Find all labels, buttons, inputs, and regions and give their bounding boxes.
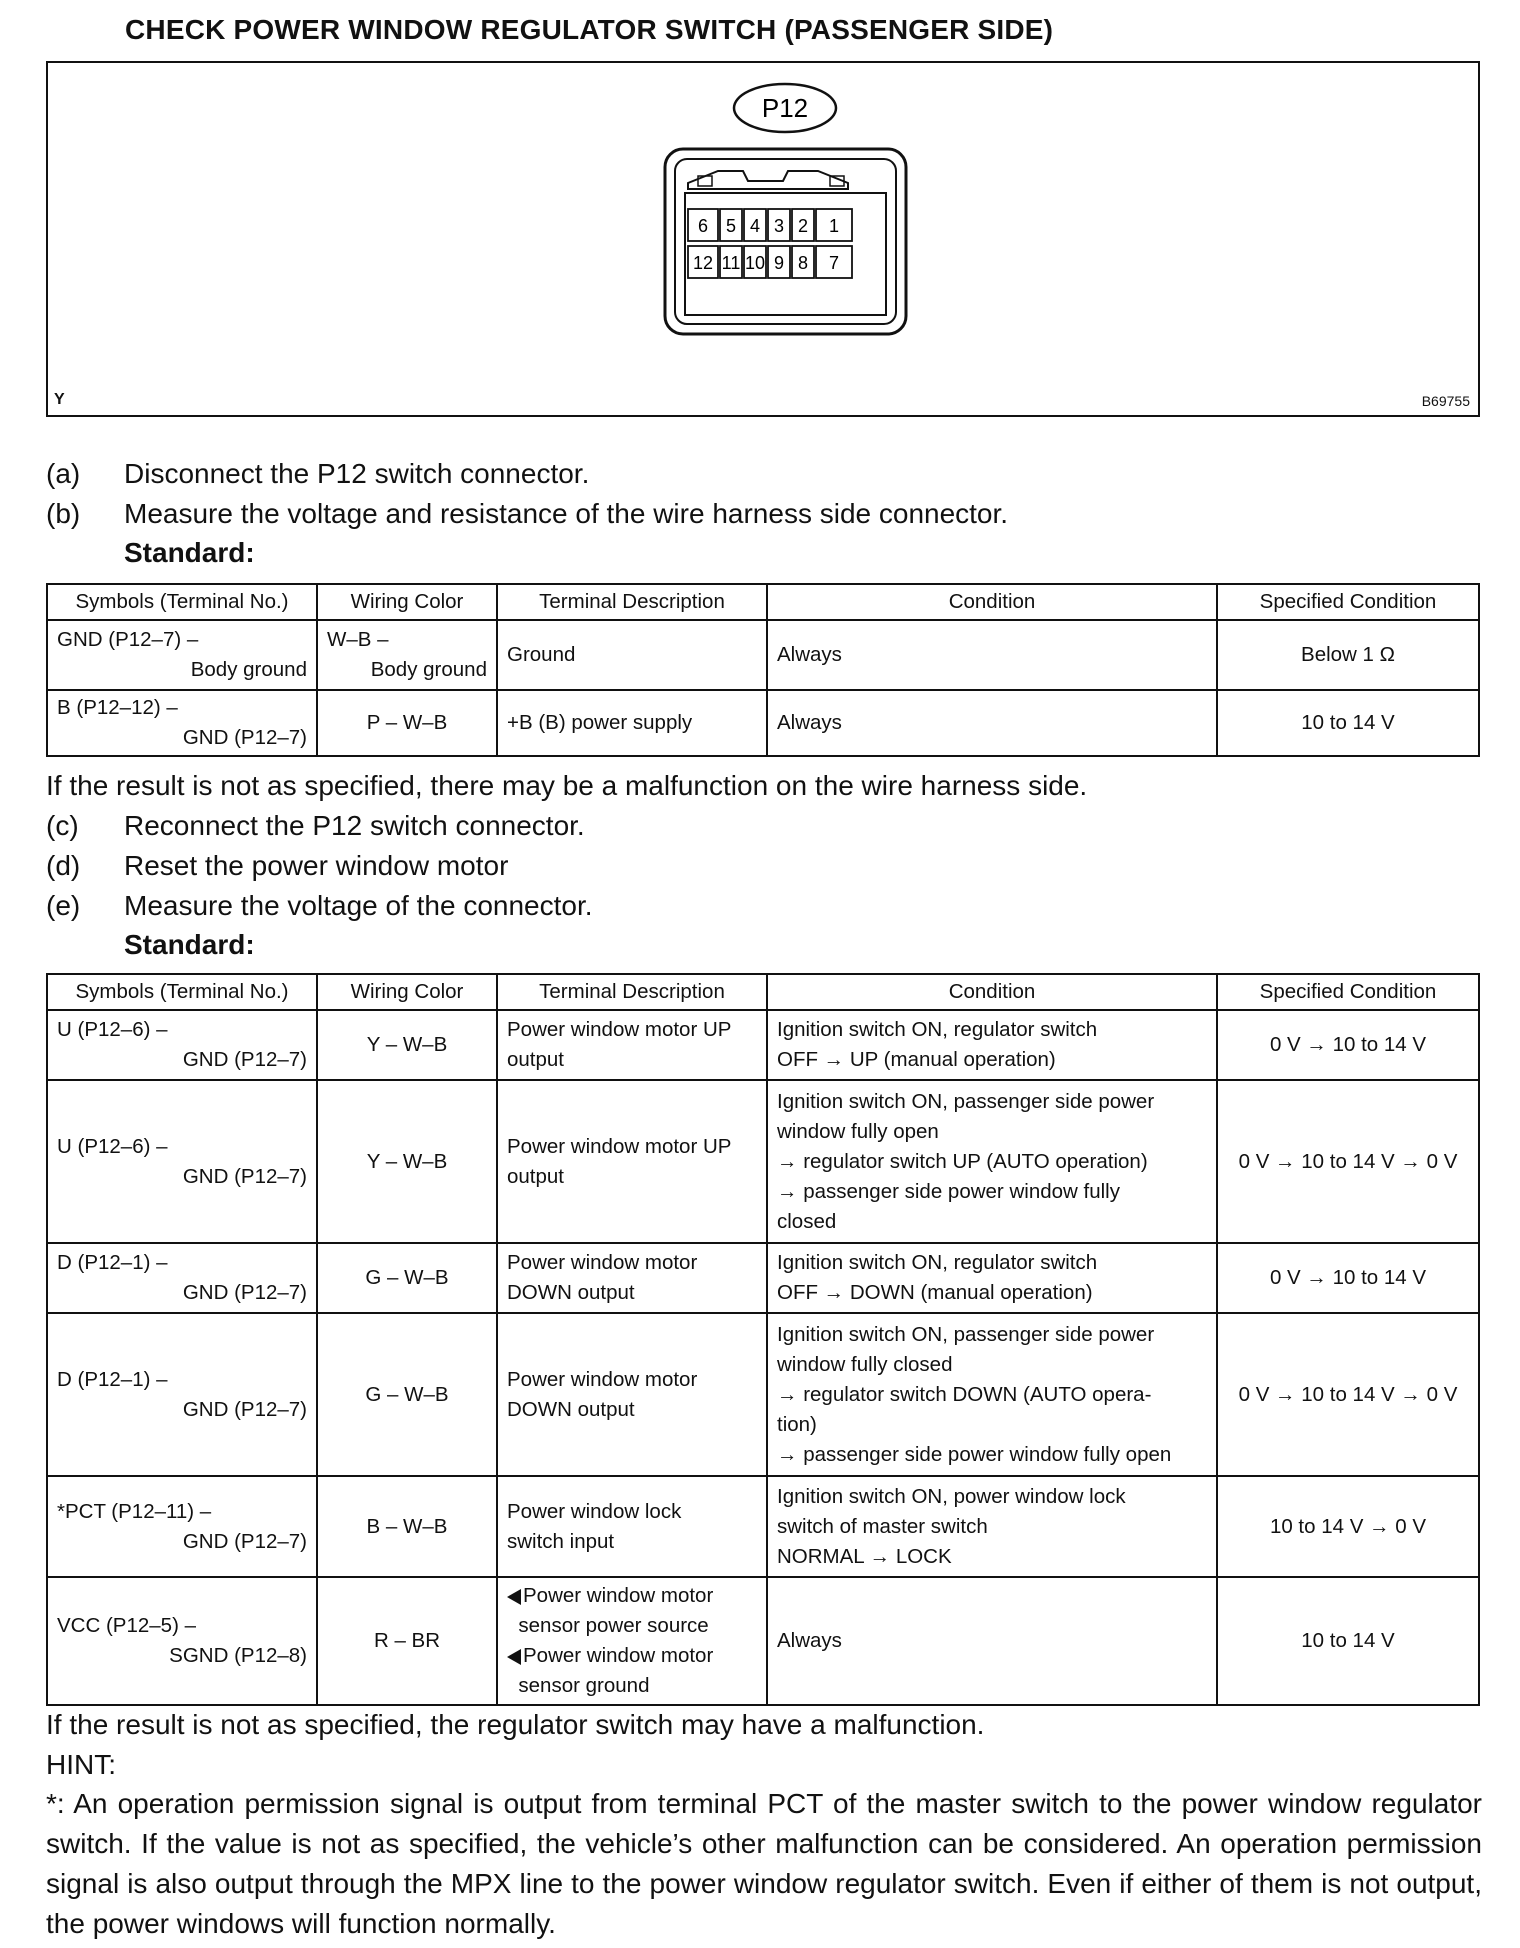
table-row: GND (P12–7) – Body ground W–B – Body ground Ground Always Below 1 Ω [47,620,1479,690]
hint-text: *: An operation permission signal is output from terminal PCT of the master switch to the power window regulator switch. If the value is not as specified, the vehicle’s other malfunction can be considered. An operation permission signal is also output through the MPX line to the power window regulator switch. Even if either of them is not output, the power windows will function normally. [46,1788,1482,1939]
step-d: (d) Reset the power window motor [46,850,509,881]
pin-row-bottom [688,246,852,278]
pin-number: 2 [797,216,809,236]
header-symbols: Symbols (Terminal No.) [47,584,317,620]
step-a: (a) Disconnect the P12 switch connector. [46,458,590,489]
pin-number: 4 [749,216,761,236]
table-header-row: Symbols (Terminal No.) Wiring Color Terminal Description Condition Specified Condition [47,974,1479,1010]
pin-number: 1 [828,216,840,236]
standard-table-2 [46,973,1480,1706]
connector-label: P12 [761,93,809,123]
standard-table-1 [46,583,1480,757]
standard-label: Standard: [124,537,255,568]
header-condition: Condition [767,584,1217,620]
pin-number: 12 [692,253,714,273]
standard-label-2: Standard: [124,929,255,960]
header-terminal-description: Terminal Description [497,584,767,620]
connector-p12-diagram [48,63,1478,415]
pin-number: 6 [697,216,709,236]
step-e: (e) Measure the voltage of the connector. [46,890,593,921]
result-note-2: If the result is not as specified, the regulator switch may have a malfunction. [46,1709,985,1740]
pin-number: 8 [797,253,809,273]
figure-corner-label: Y [54,391,65,408]
table-row: U (P12–6) – GND (P12–7) Y – W–B Power window motor UP output Ignition switch ON, regulator switch OFF → UP (manual operation) 0 V → 10 to 14 V [47,1010,1479,1080]
table-row: *PCT (P12–11) – GND (P12–7) B – W–B Power window lock switch input Ignition switch ON, power window lock switch of master switch NORMAL → LOCK 10 to 14 V → 0 V [47,1476,1479,1577]
pin-number: 7 [828,253,840,273]
bullet-triangle-icon [507,1649,521,1665]
pin-row-top [688,209,852,241]
connector-figure [46,61,1480,417]
table-row: B (P12–12) – GND (P12–7) P – W–B +B (B) power supply Always 10 to 14 V [47,690,1479,756]
result-note-1: If the result is not as specified, there may be a malfunction on the wire harness side. [46,770,1088,801]
header-wiring-color: Wiring Color [317,584,497,620]
table-row: D (P12–1) – GND (P12–7) G – W–B Power window motor DOWN output Ignition switch ON, regulator switch OFF → DOWN (manual operation) 0 V → 10 to 14 V [47,1243,1479,1313]
hint-label: HINT: [46,1749,116,1780]
figure-code: B69755 [1421,393,1470,409]
pin-number: 5 [725,216,737,236]
step-c: (c) Reconnect the P12 switch connector. [46,810,585,841]
table-row: U (P12–6) – GND (P12–7) Y – W–B Power window motor UP output Ignition switch ON, passenger side power window fully open → regulator switch UP (AUTO operation) → passenger side power window fully closed 0 V → 10 to 14 V → 0 V [47,1080,1479,1243]
pin-number: 9 [773,253,785,273]
pin-number: 3 [773,216,785,236]
table-header-row [47,584,1479,620]
pin-number: 10 [744,253,766,273]
table-row: D (P12–1) – GND (P12–7) G – W–B Power window motor DOWN output Ignition switch ON, passenger side power window fully closed → regulator switch DOWN (AUTO opera- tion) → passenger side power window fully open 0 V → 10 to 14 V → 0 V [47,1313,1479,1476]
table-row: VCC (P12–5) – SGND (P12–8) R – BR Power window motor sensor power source Power window motor sensor ground Always 10 to 14 V [47,1577,1479,1705]
header-specified-condition: Specified Condition [1217,584,1479,620]
step-b: (b) Measure the voltage and resistance of the wire harness side connector. [46,498,1009,529]
bullet-triangle-icon [507,1589,521,1605]
page-title: CHECK POWER WINDOW REGULATOR SWITCH (PASSENGER SIDE) [125,14,1054,45]
pin-number: 11 [721,253,741,273]
